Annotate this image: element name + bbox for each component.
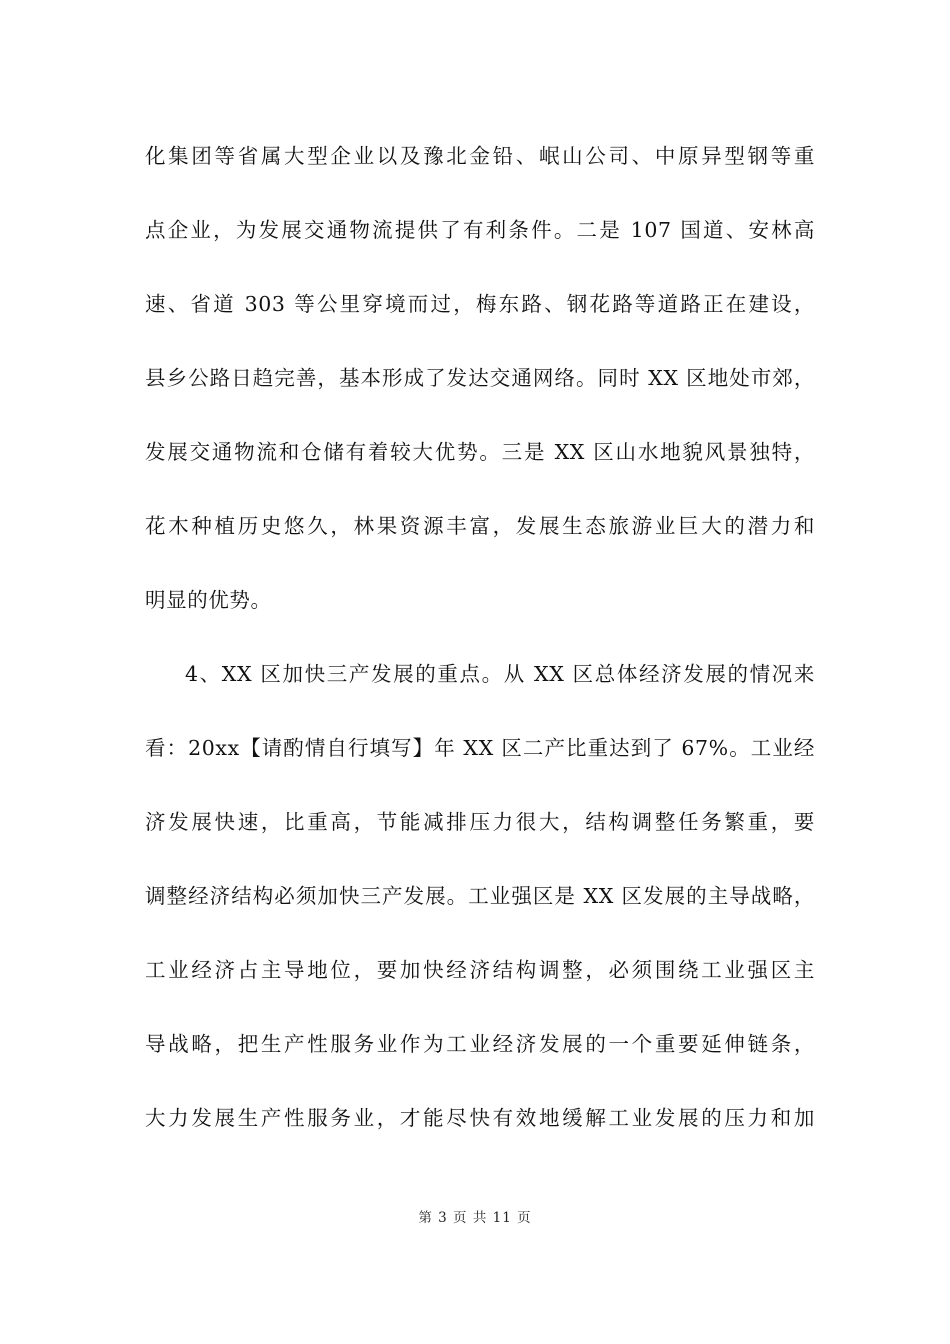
text-line-4: 县乡公路日趋完善，基本形成了发达交通网络。同时 XX 区地处市郊， (145, 366, 815, 390)
text-line-2: 点企业，为发展交通物流提供了有利条件。二是 107 国道、安林高 (145, 218, 815, 242)
text-line-11: 调整经济结构必须加快三产发展。工业强区是 XX 区发展的主导战略， (145, 884, 815, 908)
text-line-3: 速、省道 303 等公里穿境而过，梅东路、钢花路等道路正在建设， (145, 292, 815, 316)
text-line-7: 明显的优势。 (145, 588, 272, 612)
text-line-10: 济发展快速，比重高，节能减排压力很大，结构调整任务繁重，要 (145, 810, 815, 834)
body-text (145, 134, 815, 1170)
text-line-5: 发展交通物流和仓储有着较大优势。三是 XX 区山水地貌风景独特， (145, 440, 815, 464)
text-line-6: 花木种植历史悠久，林果资源丰富，发展生态旅游业巨大的潜力和 (145, 514, 815, 538)
text-line-14: 大力发展生产性服务业，才能尽快有效地缓解工业发展的压力和加 (145, 1106, 815, 1130)
text-line-13: 导战略，把生产性服务业作为工业经济发展的一个重要延伸链条， (145, 1032, 815, 1056)
text-line-12: 工业经济占主导地位，要加快经济结构调整，必须围绕工业强区主 (145, 958, 815, 982)
page-number-footer: 第 3 页 共 11 页 (418, 1210, 532, 1226)
text-line-8: 4、XX 区加快三产发展的重点。从 XX 区总体经济发展的情况来 (185, 662, 815, 686)
text-line-1: 化集团等省属大型企业以及豫北金铅、岷山公司、中原异型钢等重 (145, 144, 815, 168)
text-line-9: 看：20xx【请酌情自行填写】年 XX 区二产比重达到了 67%。工业经 (145, 736, 815, 760)
